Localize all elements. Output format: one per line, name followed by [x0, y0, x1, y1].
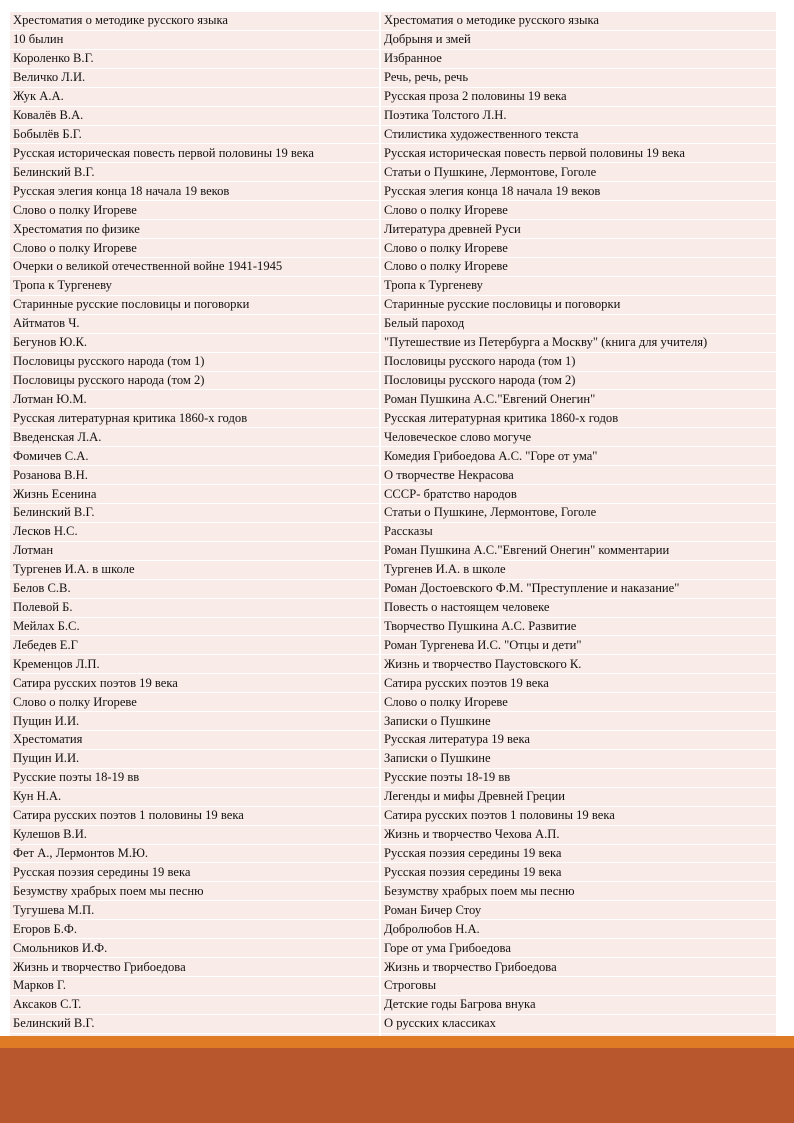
title-cell: "Путешествие из Петербурга а Москву" (книга для учителя) [380, 333, 776, 352]
author-or-collection-cell: Бобылёв Б.Г. [10, 125, 380, 144]
author-or-collection-cell: Хрестоматия [10, 731, 380, 750]
author-or-collection-cell: Лотман [10, 541, 380, 560]
table-row [10, 30, 776, 49]
author-or-collection-cell: Пословицы русского народа (том 1) [10, 352, 380, 371]
table-row [10, 106, 776, 125]
author-or-collection-cell: Лебедев Е.Г [10, 636, 380, 655]
author-or-collection-cell: Кулешов В.И. [10, 825, 380, 844]
table-row [10, 825, 776, 844]
author-or-collection-cell: Старинные русские пословицы и поговорки [10, 295, 380, 314]
author-or-collection-cell: Короленко В.Г. [10, 49, 380, 68]
title-cell: Детские годы Багрова внука [380, 995, 776, 1014]
table-row [10, 144, 776, 163]
author-or-collection-cell: Жук А.А. [10, 87, 380, 106]
title-cell: Русская литературная критика 1860-х годов [380, 409, 776, 428]
title-cell: Русская элегия конца 18 начала 19 веков [380, 182, 776, 201]
author-or-collection-cell: Русская литературная критика 1860-х годов [10, 409, 380, 428]
title-cell: Жизнь и творчество Чехова А.П. [380, 825, 776, 844]
title-cell: Записки о Пушкине [380, 749, 776, 768]
table-row [10, 428, 776, 447]
author-or-collection-cell: Пущин И.И. [10, 749, 380, 768]
author-or-collection-cell: Кун Н.А. [10, 787, 380, 806]
table-row [10, 503, 776, 522]
table-row [10, 371, 776, 390]
table-row [10, 731, 776, 750]
table-row [10, 958, 776, 977]
title-cell: Русские поэты 18-19 вв [380, 768, 776, 787]
author-or-collection-cell: Тропа к Тургеневу [10, 276, 380, 295]
table-row [10, 598, 776, 617]
author-or-collection-cell: Ковалёв В.А. [10, 106, 380, 125]
title-cell: Русская литература 19 века [380, 731, 776, 750]
author-or-collection-cell: Слово о полку Игореве [10, 239, 380, 258]
title-cell: Пословицы русского народа (том 1) [380, 352, 776, 371]
table-row [10, 295, 776, 314]
author-or-collection-cell: Смольников И.Ф. [10, 939, 380, 958]
table-row [10, 617, 776, 636]
table-row [10, 12, 776, 30]
author-or-collection-cell: Хрестоматия о методике русского языка [10, 12, 380, 30]
author-or-collection-cell: Слово о полку Игореве [10, 693, 380, 712]
author-or-collection-cell: Белинский В.Г. [10, 503, 380, 522]
title-cell: Пословицы русского народа (том 2) [380, 371, 776, 390]
table-row [10, 333, 776, 352]
title-cell: Литература древней Руси [380, 220, 776, 239]
author-or-collection-cell: Мейлах Б.С. [10, 617, 380, 636]
title-cell: Творчество Пушкина А.С. Развитие [380, 617, 776, 636]
title-cell: Белый пароход [380, 314, 776, 333]
title-cell: Русская проза 2 половины 19 века [380, 87, 776, 106]
title-cell: О творчестве Некрасова [380, 466, 776, 485]
title-cell: О русских классиках [380, 1014, 776, 1033]
table-row [10, 977, 776, 996]
table-row [10, 1014, 776, 1033]
author-or-collection-cell: Русская историческая повесть первой половины 19 века [10, 144, 380, 163]
title-cell: Роман Пушкина А.С."Евгений Онегин" комментарии [380, 541, 776, 560]
author-or-collection-cell: Сатира русских поэтов 1 половины 19 века [10, 806, 380, 825]
table-row [10, 636, 776, 655]
table-row [10, 768, 776, 787]
title-cell: Речь, речь, речь [380, 68, 776, 87]
title-cell: Тропа к Тургеневу [380, 276, 776, 295]
author-or-collection-cell: 10 былин [10, 30, 380, 49]
author-or-collection-cell: Белинский В.Г. [10, 1014, 380, 1033]
table-row [10, 485, 776, 504]
title-cell: Горе от ума Грибоедова [380, 939, 776, 958]
author-or-collection-cell: Русская поэзия середины 19 века [10, 863, 380, 882]
table-row [10, 579, 776, 598]
author-or-collection-cell: Слово о полку Игореве [10, 201, 380, 220]
table-row [10, 87, 776, 106]
author-or-collection-cell: Безумству храбрых поем мы песню [10, 882, 380, 901]
author-or-collection-cell: Очерки о великой отечественной войне 1941-1945 [10, 257, 380, 276]
title-cell: Строговы [380, 977, 776, 996]
author-or-collection-cell: Фет А., Лермонтов М.Ю. [10, 844, 380, 863]
table-row [10, 522, 776, 541]
book-list-body [10, 12, 776, 1090]
footer-band [0, 1036, 794, 1123]
table-row [10, 920, 776, 939]
title-cell: Записки о Пушкине [380, 712, 776, 731]
table-row [10, 163, 776, 182]
title-cell: Слово о полку Игореве [380, 239, 776, 258]
title-cell: Статьи о Пушкине, Лермонтове, Гоголе [380, 503, 776, 522]
author-or-collection-cell: Жизнь и творчество Грибоедова [10, 958, 380, 977]
author-or-collection-cell: Бегунов Ю.К. [10, 333, 380, 352]
table-row [10, 466, 776, 485]
author-or-collection-cell: Русские поэты 18-19 вв [10, 768, 380, 787]
title-cell: Поэтика Толстого Л.Н. [380, 106, 776, 125]
title-cell: Слово о полку Игореве [380, 201, 776, 220]
table-row [10, 674, 776, 693]
table-row [10, 882, 776, 901]
table-row [10, 239, 776, 258]
table-row [10, 409, 776, 428]
title-cell: Повесть о настоящем человеке [380, 598, 776, 617]
title-cell: Русская историческая повесть первой половины 19 века [380, 144, 776, 163]
title-cell: Сатира русских поэтов 1 половины 19 века [380, 806, 776, 825]
author-or-collection-cell: Егоров Б.Ф. [10, 920, 380, 939]
author-or-collection-cell: Розанова В.Н. [10, 466, 380, 485]
table-row [10, 220, 776, 239]
author-or-collection-cell: Кременцов Л.П. [10, 655, 380, 674]
title-cell: СССР- братство народов [380, 485, 776, 504]
author-or-collection-cell: Аксаков С.Т. [10, 995, 380, 1014]
author-or-collection-cell: Русская элегия конца 18 начала 19 веков [10, 182, 380, 201]
table-row [10, 806, 776, 825]
title-cell: Рассказы [380, 522, 776, 541]
table-row [10, 182, 776, 201]
title-cell: Тургенев И.А. в школе [380, 560, 776, 579]
table-row [10, 712, 776, 731]
table-row [10, 939, 776, 958]
footer-stripe [0, 1036, 794, 1048]
table-row [10, 276, 776, 295]
title-cell: Комедия Грибоедова А.С. "Горе от ума" [380, 447, 776, 466]
title-cell: Роман Бичер Стоу [380, 901, 776, 920]
table-row [10, 863, 776, 882]
table-row [10, 901, 776, 920]
title-cell: Стилистика художественного текста [380, 125, 776, 144]
title-cell: Легенды и мифы Древней Греции [380, 787, 776, 806]
author-or-collection-cell: Лотман Ю.М. [10, 390, 380, 409]
table-row [10, 314, 776, 333]
title-cell: Жизнь и творчество Грибоедова [380, 958, 776, 977]
title-cell: Добролюбов Н.А. [380, 920, 776, 939]
table-row [10, 390, 776, 409]
title-cell: Жизнь и творчество Паустовского К. [380, 655, 776, 674]
author-or-collection-cell: Полевой Б. [10, 598, 380, 617]
author-or-collection-cell: Пословицы русского народа (том 2) [10, 371, 380, 390]
title-cell: Роман Достоевского Ф.М. "Преступление и наказание" [380, 579, 776, 598]
author-or-collection-cell: Сатира русских поэтов 19 века [10, 674, 380, 693]
title-cell: Добрыня и змей [380, 30, 776, 49]
table-row [10, 560, 776, 579]
title-cell: Человеческое слово могуче [380, 428, 776, 447]
title-cell: Роман Тургенева И.С. "Отцы и дети" [380, 636, 776, 655]
table-row [10, 201, 776, 220]
author-or-collection-cell: Пущин И.И. [10, 712, 380, 731]
table-row [10, 787, 776, 806]
title-cell: Старинные русские пословицы и поговорки [380, 295, 776, 314]
author-or-collection-cell: Тугушева М.П. [10, 901, 380, 920]
author-or-collection-cell: Жизнь Есенина [10, 485, 380, 504]
title-cell: Русская поэзия середины 19 века [380, 844, 776, 863]
title-cell: Роман Пушкина А.С."Евгений Онегин" [380, 390, 776, 409]
author-or-collection-cell: Белинский В.Г. [10, 163, 380, 182]
author-or-collection-cell: Величко Л.И. [10, 68, 380, 87]
title-cell: Хрестоматия о методике русского языка [380, 12, 776, 30]
table-row [10, 541, 776, 560]
author-or-collection-cell: Лесков Н.С. [10, 522, 380, 541]
author-or-collection-cell: Фомичев С.А. [10, 447, 380, 466]
book-list-sheet [10, 12, 776, 1091]
table-row [10, 995, 776, 1014]
author-or-collection-cell: Белов С.В. [10, 579, 380, 598]
table-row [10, 447, 776, 466]
title-cell: Русская поэзия середины 19 века [380, 863, 776, 882]
book-list-table [10, 12, 776, 1091]
author-or-collection-cell: Введенская Л.А. [10, 428, 380, 447]
author-or-collection-cell: Айтматов Ч. [10, 314, 380, 333]
title-cell: Безумству храбрых поем мы песню [380, 882, 776, 901]
title-cell: Статьи о Пушкине, Лермонтове, Гоголе [380, 163, 776, 182]
table-row [10, 49, 776, 68]
title-cell: Слово о полку Игореве [380, 257, 776, 276]
table-row [10, 655, 776, 674]
table-row [10, 125, 776, 144]
author-or-collection-cell: Марков Г. [10, 977, 380, 996]
table-row [10, 749, 776, 768]
table-row [10, 68, 776, 87]
author-or-collection-cell: Хрестоматия по физике [10, 220, 380, 239]
title-cell: Избранное [380, 49, 776, 68]
table-row [10, 693, 776, 712]
author-or-collection-cell: Тургенев И.А. в школе [10, 560, 380, 579]
title-cell: Сатира русских поэтов 19 века [380, 674, 776, 693]
title-cell: Слово о полку Игореве [380, 693, 776, 712]
table-row [10, 352, 776, 371]
table-row [10, 257, 776, 276]
table-row [10, 844, 776, 863]
